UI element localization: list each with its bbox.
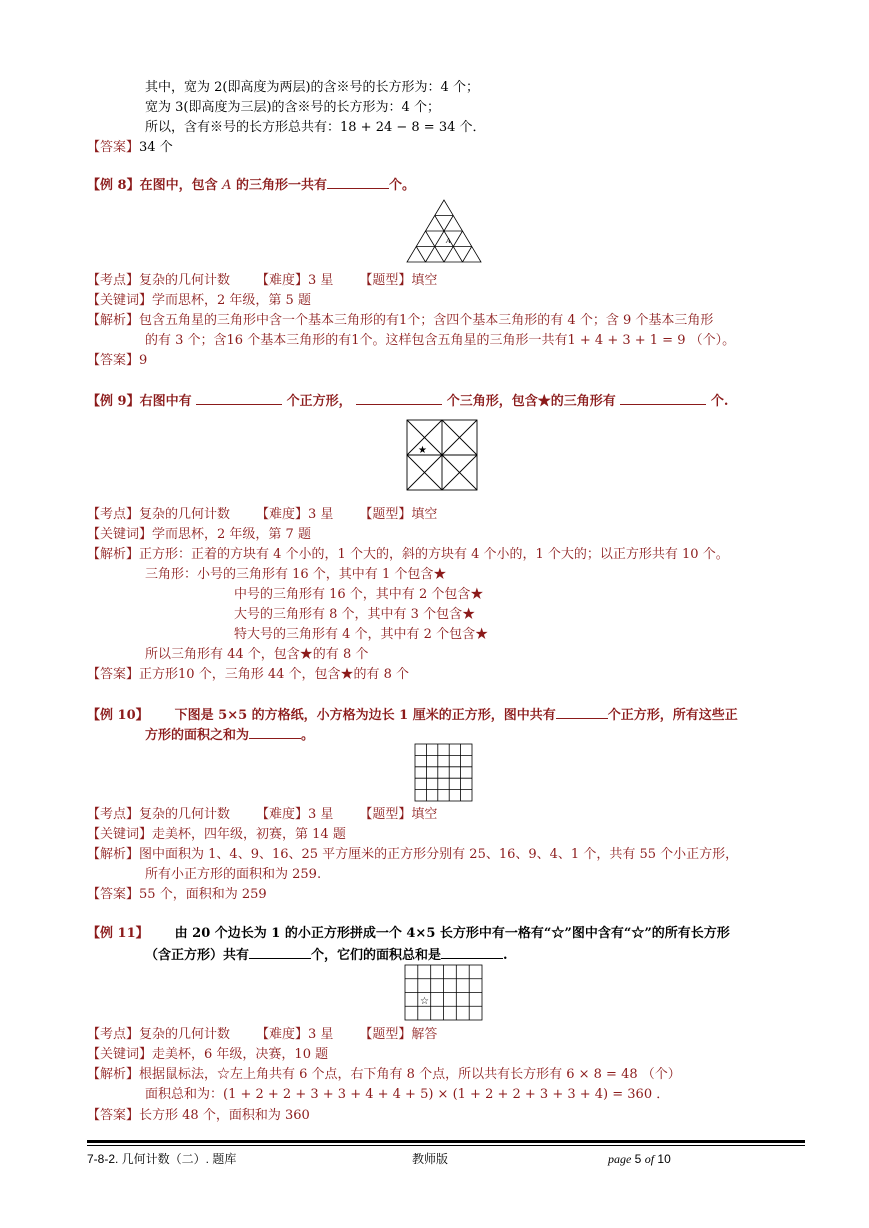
answer-text: 34 个 — [139, 140, 173, 155]
star-icon: ★ — [418, 445, 427, 456]
example-11-question: 【例 11】 由 20 个边长为 1 的小正方形拼成一个 4×5 长方形中有一格有“☆”图中含有“☆”的所有长方形 — [87, 926, 730, 941]
keywords-row: 【关键词】学而思杯，2 年级，第 5 题 — [87, 293, 311, 308]
answer-row: 【答案】9 — [87, 353, 148, 368]
meta-row: 【考点】复杂的几何计数 【难度】3 星 【题型】填空 — [87, 273, 438, 288]
answer-row: 【答案】55 个，面积和为 259 — [87, 887, 267, 902]
text-line: 宽为 3(即高度为三层)的含※号的长方形为：4 个； — [145, 100, 440, 115]
analysis-row: 三角形：小号的三角形有 16 个，其中有 1 个包含★ — [145, 567, 447, 582]
analysis-row: 【解析】包含五角星的三角形中含一个基本三角形的有1个；含四个基本三角形的有 4 个；含 9 个基本三角形 — [87, 313, 714, 328]
text-line: 所以，含有※号的长方形总共有：18 + 24 − 8 = 34 个． — [145, 120, 486, 135]
example-8-question: 【例 8】在图中，包含 A 的三角形一共有 个。 — [87, 175, 415, 195]
answer-blank — [441, 945, 503, 959]
answer-label: 【答案】 — [87, 140, 140, 155]
keywords-row: 【关键词】走美杯，四年级，初赛，第 14 题 — [87, 827, 346, 842]
analysis-row: 的有 3 个；含16 个基本三角形的有1个。这样包含五角星的三角形一共有1 + 4 + 3 + 1 = 9 （个）。 — [145, 333, 736, 348]
keywords-row: 【关键词】学而思杯，2 年级，第 7 题 — [87, 527, 311, 542]
example-label: 【例 8】 — [87, 178, 140, 193]
answer-blank — [249, 945, 311, 959]
analysis-row: 中号的三角形有 16 个，其中有 2 个包含★ — [234, 587, 484, 602]
answer-blank — [196, 391, 282, 405]
answer-blank — [327, 175, 389, 189]
analysis-row: 所以三角形有 44 个，包含★的有 8 个 — [145, 647, 369, 662]
example-9-question: 【例 9】右图中有 个正方形， 个三角形，包含★的三角形有 个. — [87, 391, 728, 411]
star-outline-icon: ☆ — [420, 996, 429, 1007]
footer-rule — [87, 1145, 805, 1146]
answer-row — [87, 139, 173, 157]
example-10-question-cont: 方形的面积之和为 。 — [145, 725, 314, 745]
figure-label-a: A — [446, 237, 451, 245]
analysis-row: 【解析】图中面积为 1、4、9、16、25 平方厘米的正方形分别有 25、16、9、4、1 个，共有 55 个小正方形， — [87, 847, 739, 862]
footer-left: 7-8-2. 几何计数（二）. 题库 — [87, 1152, 237, 1166]
keywords-row: 【关键词】走美杯，6 年级，决赛，10 题 — [87, 1047, 329, 1062]
grid-5x5-figure — [414, 743, 474, 803]
analysis-row: 【解析】根据鼠标法，☆左上角共有 6 个点，右下角有 8 个点，所以共有长方形有 6 × 8 = 48 （个） — [87, 1067, 681, 1082]
footer-rule — [87, 1140, 805, 1143]
example-10-question: 【例 10】 下图是 5×5 的方格纸，小方格为边长 1 厘米的正方形，图中共有 个正方形，所有这些正 — [87, 705, 738, 725]
example-11-question-cont: （含正方形）共有 个，它们的面积总和是 . — [145, 945, 508, 965]
analysis-row: 特大号的三角形有 4 个，其中有 2 个包含★ — [234, 627, 489, 642]
answer-blank — [620, 391, 706, 405]
triangle-grid-figure — [405, 198, 483, 264]
square-diagonal-figure — [406, 419, 478, 491]
answer-blank — [556, 705, 608, 719]
analysis-row: 大号的三角形有 8 个，其中有 3 个包含★ — [234, 607, 476, 622]
analysis-row: 【解析】正方形：正着的方块有 4 个小的，1 个大的，斜的方块有 4 个小的，1 个大的；以正方形共有 10 个。 — [87, 547, 729, 562]
meta-row: 【考点】复杂的几何计数 【难度】3 星 【题型】填空 — [87, 807, 438, 822]
analysis-row: 面积总和为：(1 + 2 + 2 + 3 + 3 + 4 + 4 + 5) × (1 + 2 + 2 + 3 + 3 + 4) = 360 ． — [145, 1087, 670, 1102]
answer-blank — [356, 391, 442, 405]
answer-blank — [249, 725, 301, 739]
page-number: page 5 of 10 — [608, 1152, 671, 1166]
answer-row: 【答案】正方形10 个，三角形 44 个，包含★的有 8 个 — [87, 667, 410, 682]
analysis-row: 所有小正方形的面积和为 259. — [145, 867, 322, 882]
footer-center: 教师版 — [412, 1152, 449, 1166]
answer-row: 【答案】长方形 48 个，面积和为 360 — [87, 1108, 310, 1123]
meta-row: 【考点】复杂的几何计数 【难度】3 星 【题型】填空 — [87, 507, 438, 522]
text-line: 其中，宽为 2(即高度为两层)的含※号的长方形为：4 个； — [145, 80, 479, 95]
meta-row: 【考点】复杂的几何计数 【难度】3 星 【题型】解答 — [87, 1027, 438, 1042]
grid-4x5-figure — [404, 964, 484, 1022]
